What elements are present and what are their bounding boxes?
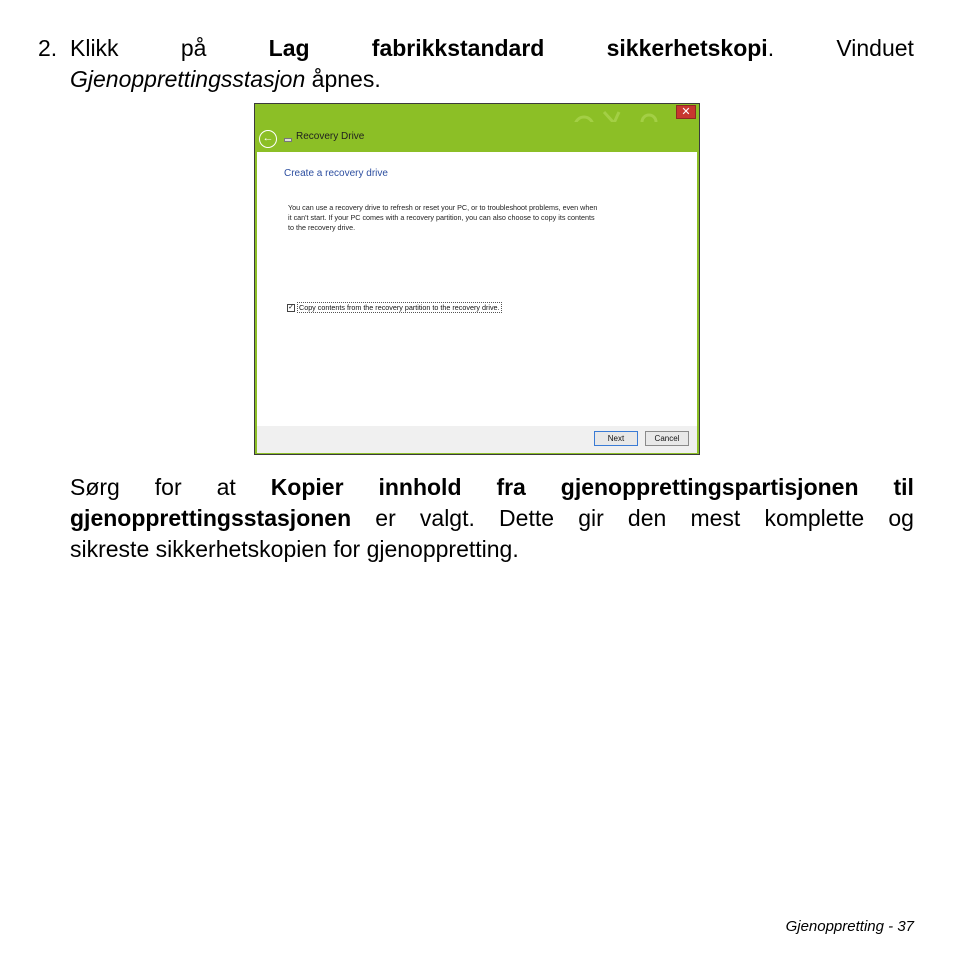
window-titlebar [255, 104, 699, 121]
window-description [288, 203, 638, 233]
copy-contents-label[interactable]: Copy contents from the recovery partition to the recovery drive. [299, 303, 500, 312]
next-button[interactable]: Next [594, 431, 638, 446]
window-heading: Create a recovery drive [284, 168, 388, 179]
step-bold-with-period [607, 33, 774, 64]
paragraph-word: gir [578, 505, 604, 531]
paragraph-word: mest [690, 505, 741, 531]
cancel-button[interactable]: Cancel [645, 431, 689, 446]
page-footer [786, 918, 914, 935]
paragraph-word: at [216, 474, 236, 500]
paragraph-bold-word: til [893, 474, 914, 500]
paragraph-word: den [627, 505, 667, 531]
paragraph-word: komplette [764, 505, 865, 531]
explanation-paragraph [70, 472, 914, 565]
step-line-2 [70, 64, 914, 95]
step-line-1 [70, 33, 914, 64]
drive-icon [284, 138, 292, 142]
paragraph-word: for [154, 474, 182, 500]
window-nav-bar [255, 122, 699, 152]
step-period: . [767, 35, 775, 61]
paragraph-word: Dette [499, 505, 555, 531]
copy-contents-option[interactable] [287, 302, 502, 313]
paragraph-line-2 [70, 503, 914, 534]
window-name-italic: Gjenopprettingsstasjon [70, 66, 306, 92]
step-text [70, 33, 914, 95]
step-word: Klikk [70, 35, 119, 61]
step-bold-word: Lag [268, 35, 310, 61]
step-bold-word: fabrikkstandard [371, 35, 545, 61]
step-word: åpnes. [305, 66, 381, 92]
footer-section: Gjenoppretting - [785, 918, 894, 935]
step-number: 2. [38, 35, 58, 61]
window-footer [257, 426, 697, 453]
paragraph-word: er [375, 505, 396, 531]
paragraph-word: valgt. [419, 505, 475, 531]
back-arrow-icon[interactable]: ← [259, 130, 277, 148]
description-line: it can't start. If your PC comes with a recovery partition, you can also choose to copy its contents [288, 213, 595, 222]
paragraph-line-1 [70, 472, 914, 503]
paragraph-bold-word: gjenopprettingsstasjonen [70, 505, 352, 531]
paragraph-line-3: sikreste sikkerhetskopien for gjenoppretting. [70, 536, 519, 562]
recovery-drive-window-screenshot [254, 103, 700, 455]
step-bold-word: sikkerhetskopi [606, 35, 768, 61]
description-line: You can use a recovery drive to refresh or reset your PC, or to troubleshoot problems, even when [288, 203, 598, 212]
close-button[interactable]: ✕ [676, 105, 696, 119]
window-title: Recovery Drive [296, 131, 365, 142]
page-number: 37 [897, 918, 914, 935]
step-word: Vinduet [836, 35, 914, 61]
paragraph-bold-word: Kopier [270, 474, 344, 500]
window-content [257, 152, 697, 426]
copy-contents-checkbox[interactable]: ✓ [288, 303, 294, 311]
paragraph-word: Sørg [70, 474, 120, 500]
paragraph-word: og [888, 505, 914, 531]
paragraph-bold-word: innhold [378, 474, 462, 500]
paragraph-bold-word: fra [496, 474, 526, 500]
paragraph-bold-word: gjenopprettingspartisjonen [560, 474, 859, 500]
step-word: på [180, 35, 207, 61]
description-line: to the recovery drive. [288, 223, 356, 232]
